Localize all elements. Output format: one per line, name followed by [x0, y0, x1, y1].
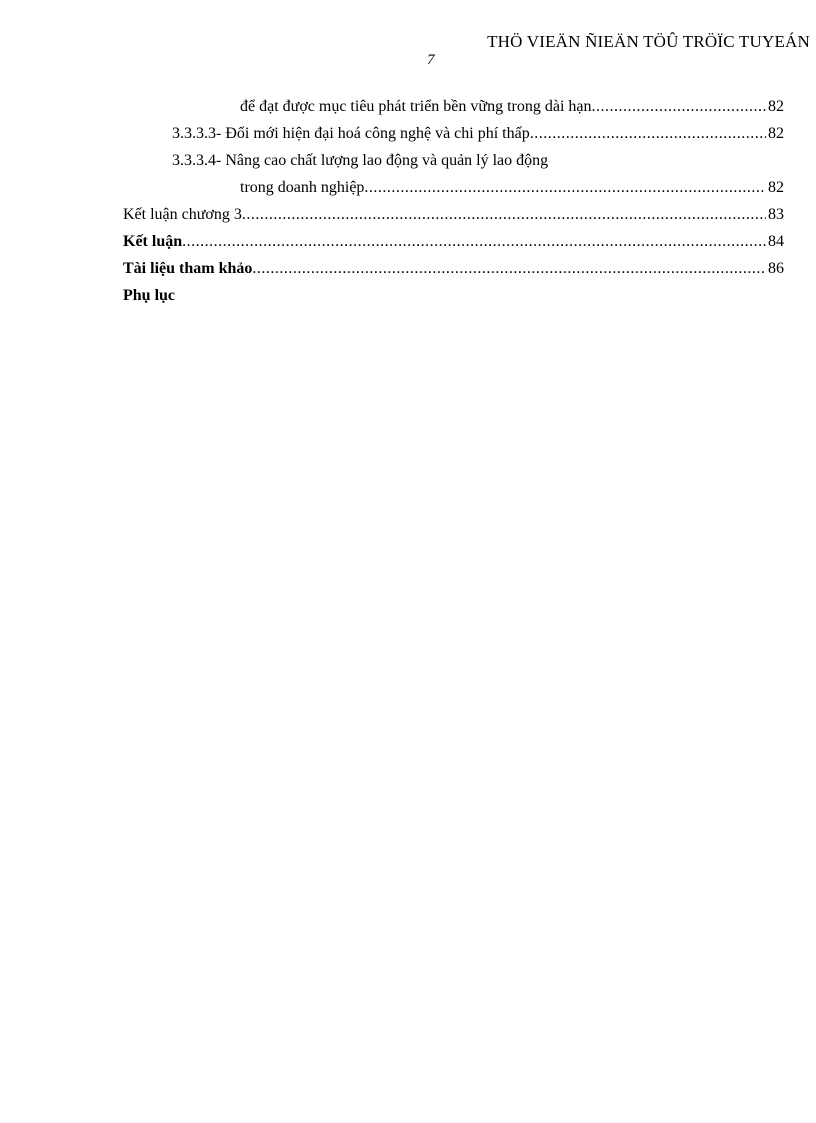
toc-entry-label: để đạt được mục tiêu phát triển bền vững trong dài hạn: [240, 98, 592, 115]
dot-leader: [530, 121, 766, 147]
dot-leader: [252, 256, 766, 282]
toc-entry: [123, 229, 784, 255]
dot-leader: [364, 175, 766, 201]
toc-entry-page: 84: [768, 233, 784, 250]
dot-leader: [182, 229, 766, 255]
toc-entry: [240, 94, 784, 120]
toc-entry-page: 82: [768, 125, 784, 142]
dot-leader: [591, 94, 766, 120]
toc-entry-page: 82: [768, 179, 784, 196]
toc-entry-page: 86: [768, 260, 784, 277]
toc-entry-label: Phụ lục: [123, 287, 176, 304]
toc-entry-page: 83: [768, 206, 784, 223]
page-number: 7: [427, 52, 435, 68]
toc-entry-label: 3.3.3.4- Nâng cao chất lượng lao động và quản lý lao động: [172, 152, 549, 169]
toc-entry: [123, 283, 784, 309]
toc-entry-label: Tài liệu tham khảo: [123, 260, 253, 277]
toc-entry-label: trong doanh nghiệp: [240, 179, 365, 196]
dot-leader: [242, 202, 766, 228]
toc-entry: [123, 202, 784, 228]
header-banner: THÖ VIEÄN ÑIEÄN TÖÛ TRÖÏC TUYEÁN: [487, 32, 810, 51]
toc-entry: [172, 148, 784, 174]
toc-entry-page: 82: [768, 98, 784, 115]
toc-entry-label: 3.3.3.3- Đổi mới hiện đại hoá công nghệ và chi phí thấp: [172, 125, 530, 142]
toc-entry-label: Kết luận: [123, 233, 183, 250]
toc-entry: [172, 121, 784, 147]
toc-entry: [123, 256, 784, 282]
toc-entry-label: Kết luận chương 3: [123, 206, 242, 223]
toc-entry: [240, 175, 784, 201]
